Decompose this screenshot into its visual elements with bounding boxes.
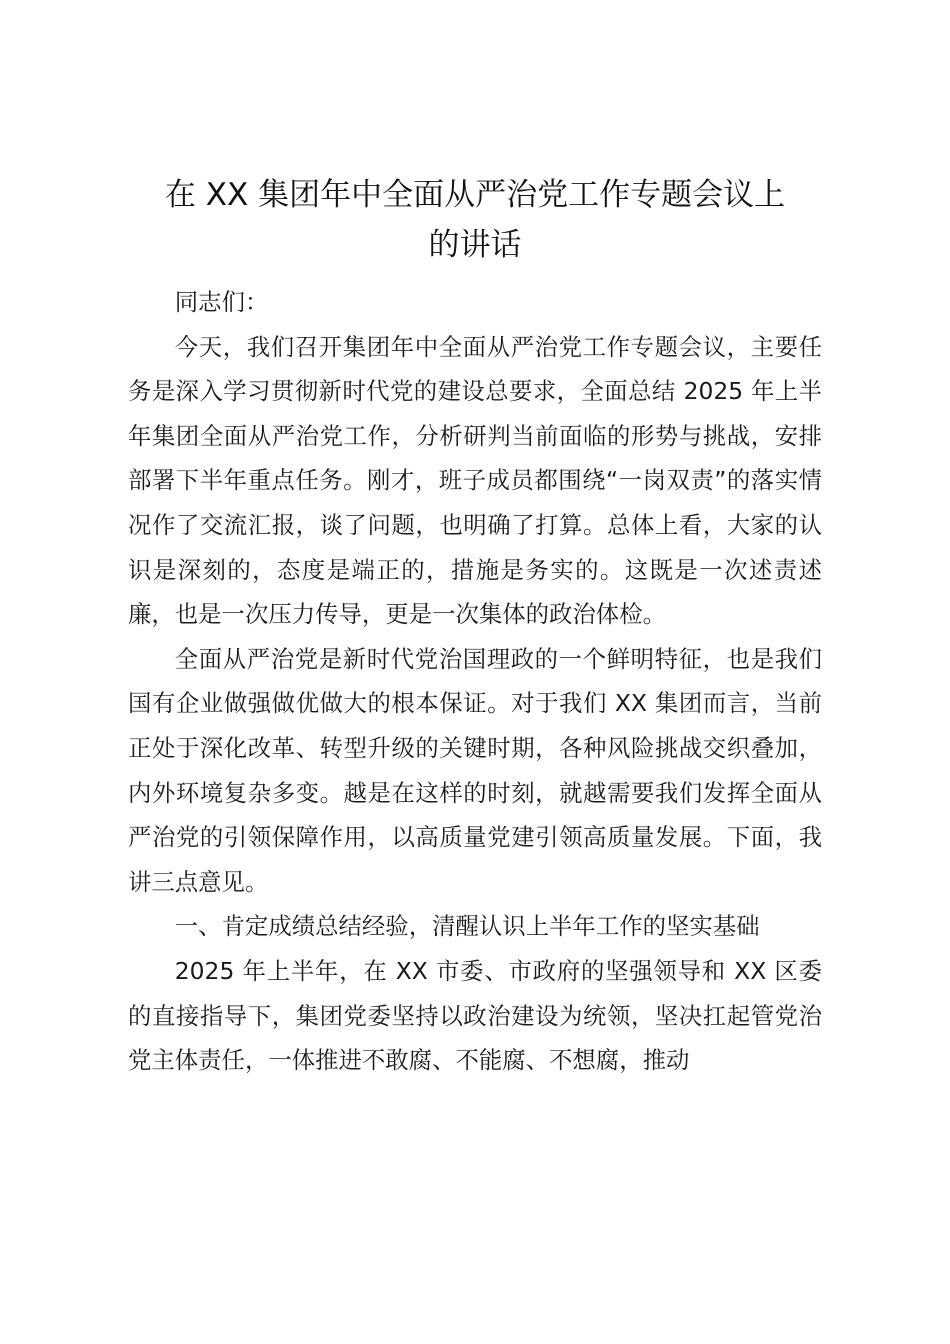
section-heading-1: 一、肯定成绩总结经验，清醒认识上半年工作的坚实基础 xyxy=(174,912,760,941)
paragraph-opening: 今天，我们召开集团年中全面从严治党工作专题会议，主要任务是深入学习贯彻新时代党的建设总要求，全面总结 2025 年上半年集团全面从严治党工作，分析研判当前面临的形势与挑战，安排部署下半年重点任务。刚才，班子成员都围绕“一岗双责”的落实情况作了交流汇报，谈了问题，也明确了打算。总体上看，大家的认识是深刻的，态度是端正的，措施是务实的。这既是一次述责述廉，也是一次压力传导，更是一次集体的政治体检。 xyxy=(128,332,822,629)
salutation: 同志们： xyxy=(174,288,269,316)
title-line-1: 在 XX 集团年中全面从严治党工作专题会议上 xyxy=(164,177,786,213)
title-line-2: 的讲话 xyxy=(428,227,522,263)
document-title xyxy=(128,170,822,270)
paragraph-significance: 全面从严治党是新时代党治国理政的一个鲜明特征，也是我们国有企业做强做优做大的根本保证。对于我们 XX 集团而言，当前正处于深化改革、转型升级的关键时期，各种风险挑战交织叠加，内外环境复杂多变。越是在这样的时刻，就越需要我们发挥全面从严治党的引领保障作用，以高质量党建引领高质量发展。下面，我讲三点意见。 xyxy=(128,644,822,896)
document-body xyxy=(128,280,822,1083)
paragraph-first-half-review: 2025 年上半年，在 XX 市委、市政府的坚强领导和 XX 区委的直接指导下，集团党委坚持以政治建设为统领，坚决扛起管党治党主体责任，一体推进不敢腐、不能腐、不想腐，推动 xyxy=(128,956,822,1075)
